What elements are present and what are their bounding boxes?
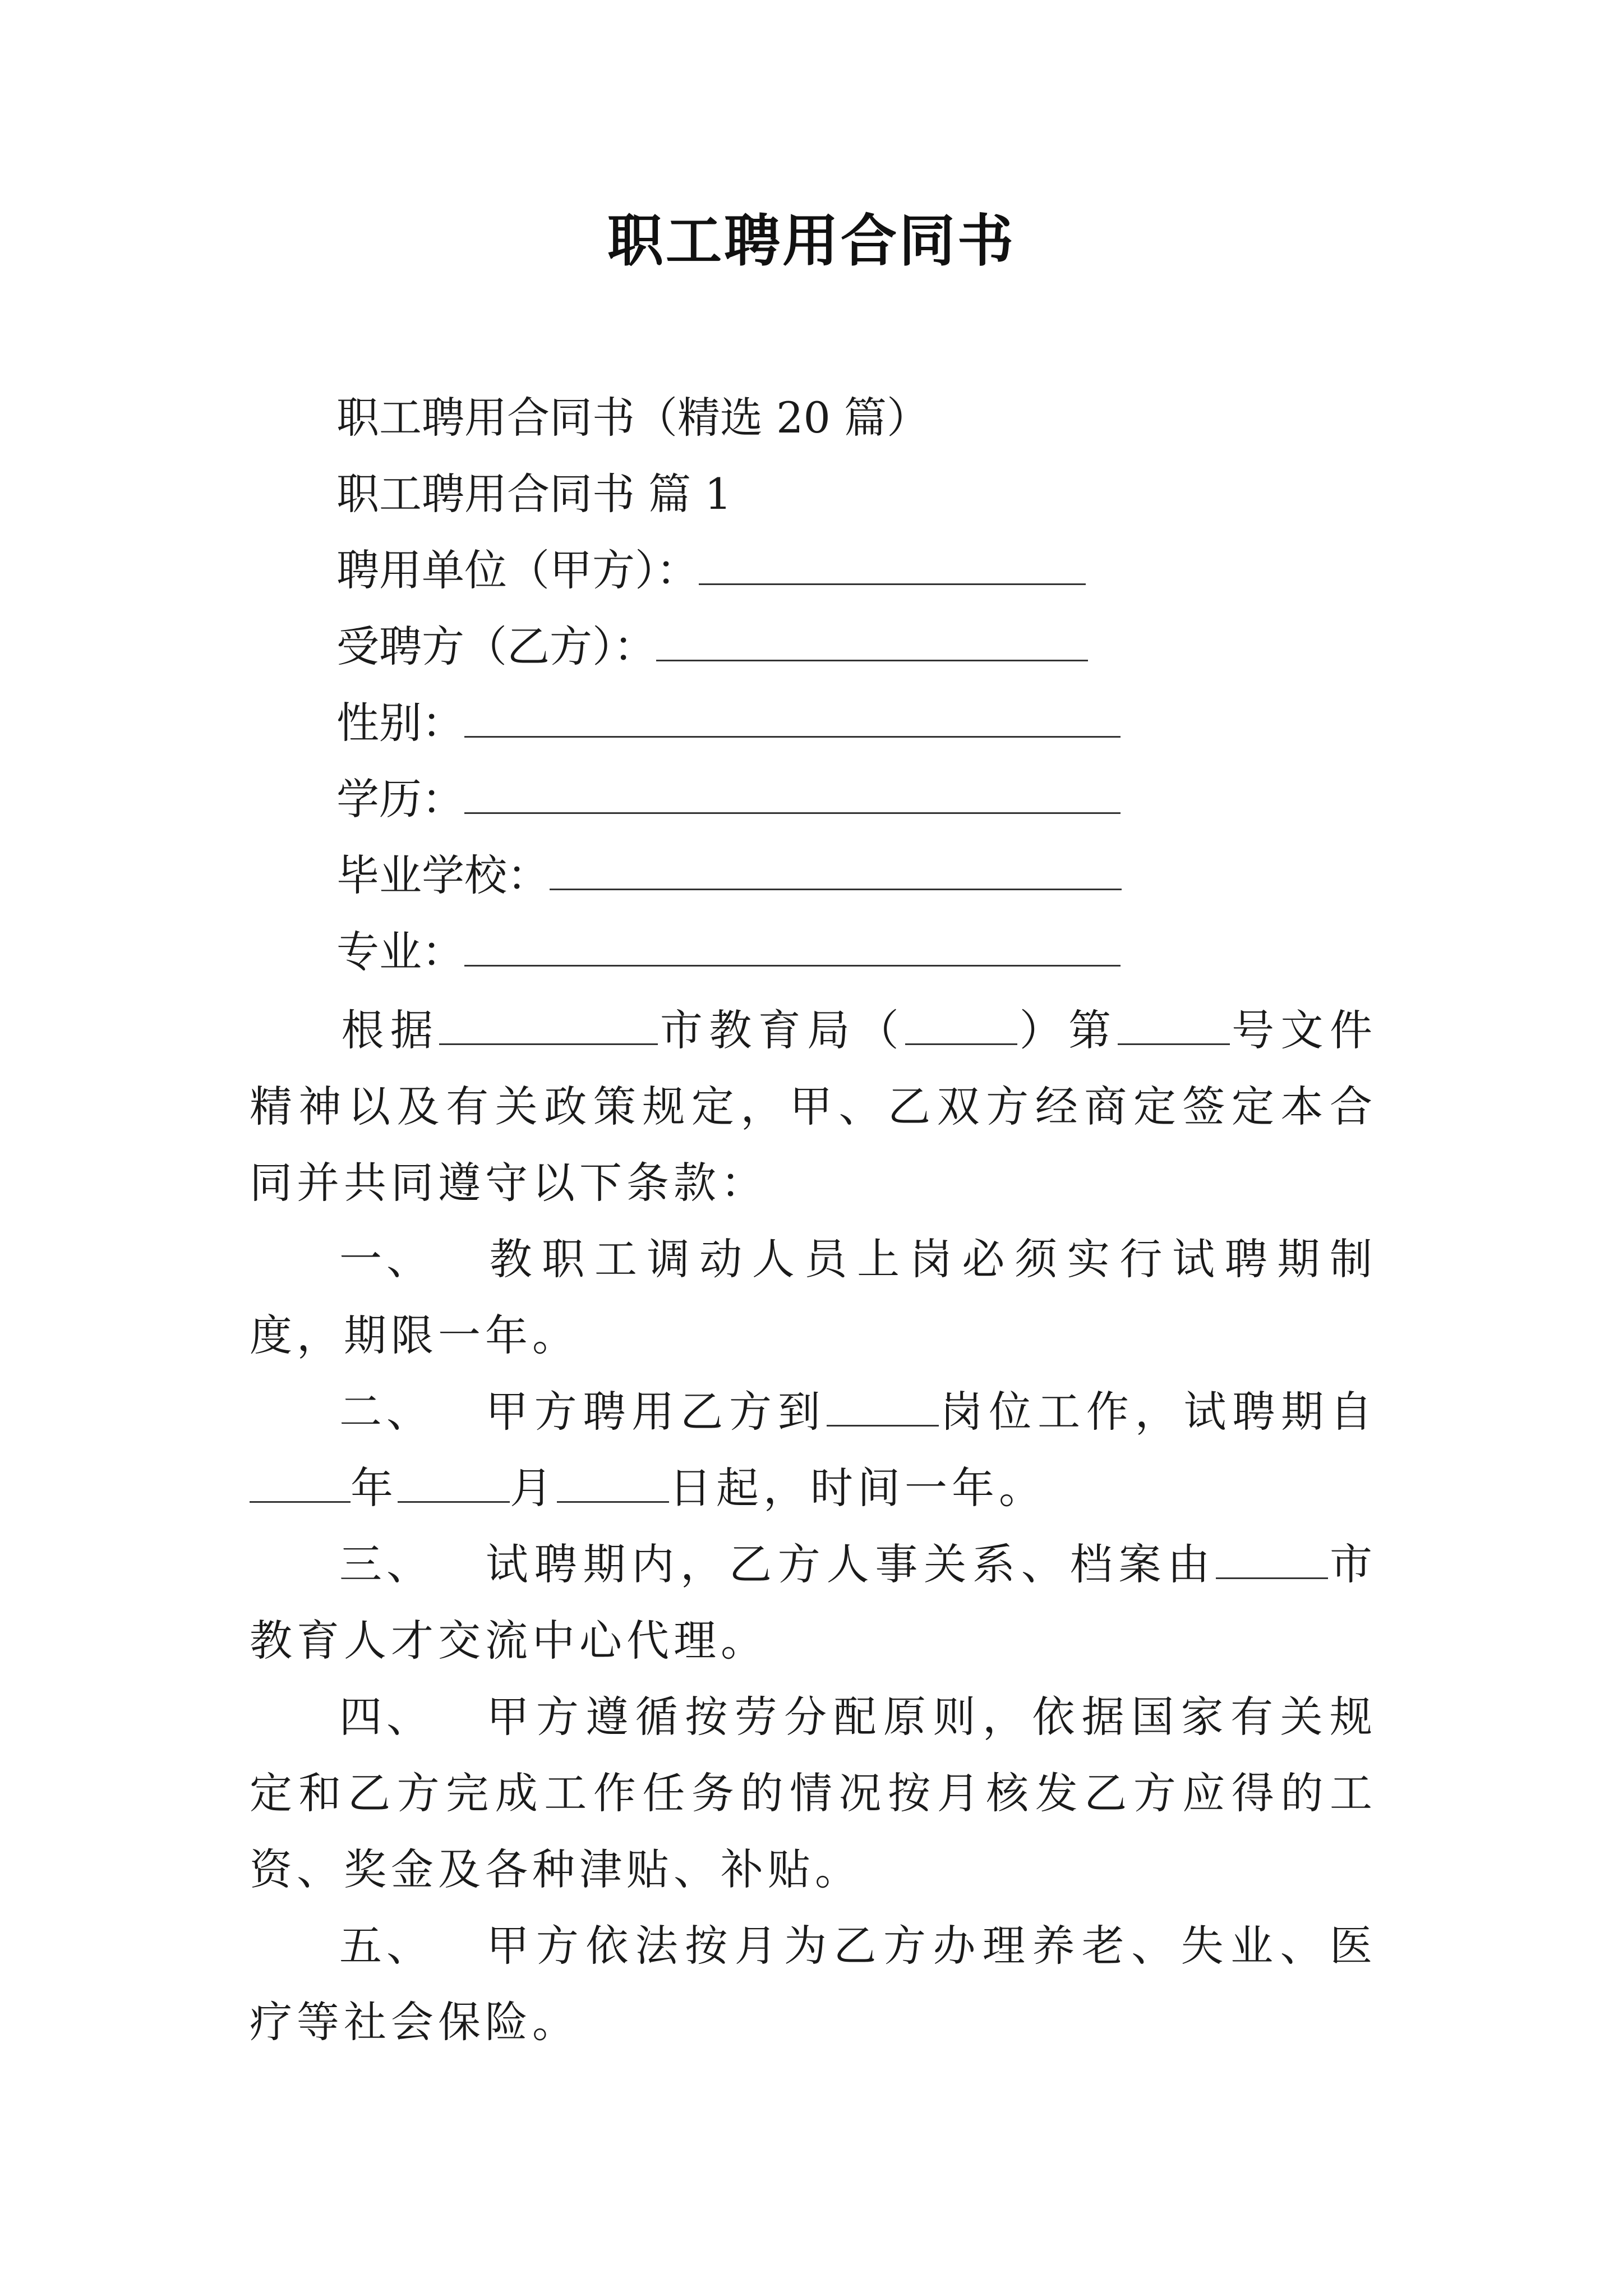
fill-in-blank bbox=[827, 1386, 939, 1427]
field-employer bbox=[336, 540, 1086, 601]
preamble-paragraph: 根据 市教育局（ ）第 号文件精神以及有关政策规定，甲、乙双方经商定签定本合同并共同遵守以下条款： bbox=[250, 1005, 1377, 1208]
fill-in-blank bbox=[250, 1462, 351, 1503]
page-title: 职工聘用合同书 bbox=[607, 208, 1016, 274]
fill-in-blank bbox=[550, 849, 1122, 890]
field-label: 毕业学校： bbox=[336, 850, 550, 900]
clause-number: 四、 bbox=[339, 1692, 434, 1742]
field-label: 学历： bbox=[336, 774, 464, 824]
field-label: 专业： bbox=[336, 927, 464, 977]
clause-number: 一、 bbox=[339, 1234, 434, 1284]
field-education bbox=[336, 769, 1121, 830]
fill-in-blank bbox=[398, 1462, 510, 1503]
field-label: 受聘方（乙方）： bbox=[336, 622, 656, 671]
clause-3: 三、 试聘期内，乙方人事关系、档案由 市教育人才交流中心代理。 bbox=[250, 1526, 1377, 1679]
field-employee bbox=[336, 616, 1088, 678]
fill-in-blank bbox=[557, 1462, 669, 1503]
fill-in-blank bbox=[905, 1004, 1017, 1045]
clause-2: 二、 甲方聘用乙方到 岗位工作，试聘期自年 月 日起，时间一年。 bbox=[250, 1374, 1377, 1526]
part-heading: 职工聘用合同书 篇 1 bbox=[336, 469, 732, 519]
fill-in-blank bbox=[464, 773, 1121, 814]
clause-1: 一、 教职工调动人员上岗必须实行试聘期制度，期限一年。 bbox=[250, 1221, 1377, 1374]
subtitle: 职工聘用合同书（精选 20 篇） bbox=[336, 393, 930, 443]
fill-in-blank bbox=[464, 697, 1121, 738]
field-label: 聘用单位（甲方）： bbox=[336, 545, 699, 595]
fill-in-blank bbox=[1118, 1004, 1230, 1045]
clause-number: 三、 bbox=[339, 1539, 434, 1589]
field-label: 性别： bbox=[336, 698, 464, 748]
clause-number: 二、 bbox=[339, 1387, 434, 1437]
clause-4: 四、 甲方遵循按劳分配原则，依据国家有关规定和乙方完成工作任务的情况按月核发乙方应得的工资、奖金及各种津贴、补贴。 bbox=[250, 1679, 1377, 1908]
field-gender bbox=[336, 692, 1121, 754]
fill-in-blank bbox=[656, 620, 1088, 661]
fill-in-blank bbox=[699, 544, 1086, 585]
fill-in-blank bbox=[1216, 1538, 1328, 1579]
field-school bbox=[336, 845, 1122, 907]
clause-5: 五、 甲方依法按月为乙方办理养老、失业、医疗等社会保险。 bbox=[250, 1908, 1377, 2060]
field-major bbox=[336, 921, 1121, 983]
fill-in-blank bbox=[439, 1004, 658, 1045]
fill-in-blank bbox=[464, 926, 1121, 967]
clause-number: 五、 bbox=[339, 1921, 434, 1971]
